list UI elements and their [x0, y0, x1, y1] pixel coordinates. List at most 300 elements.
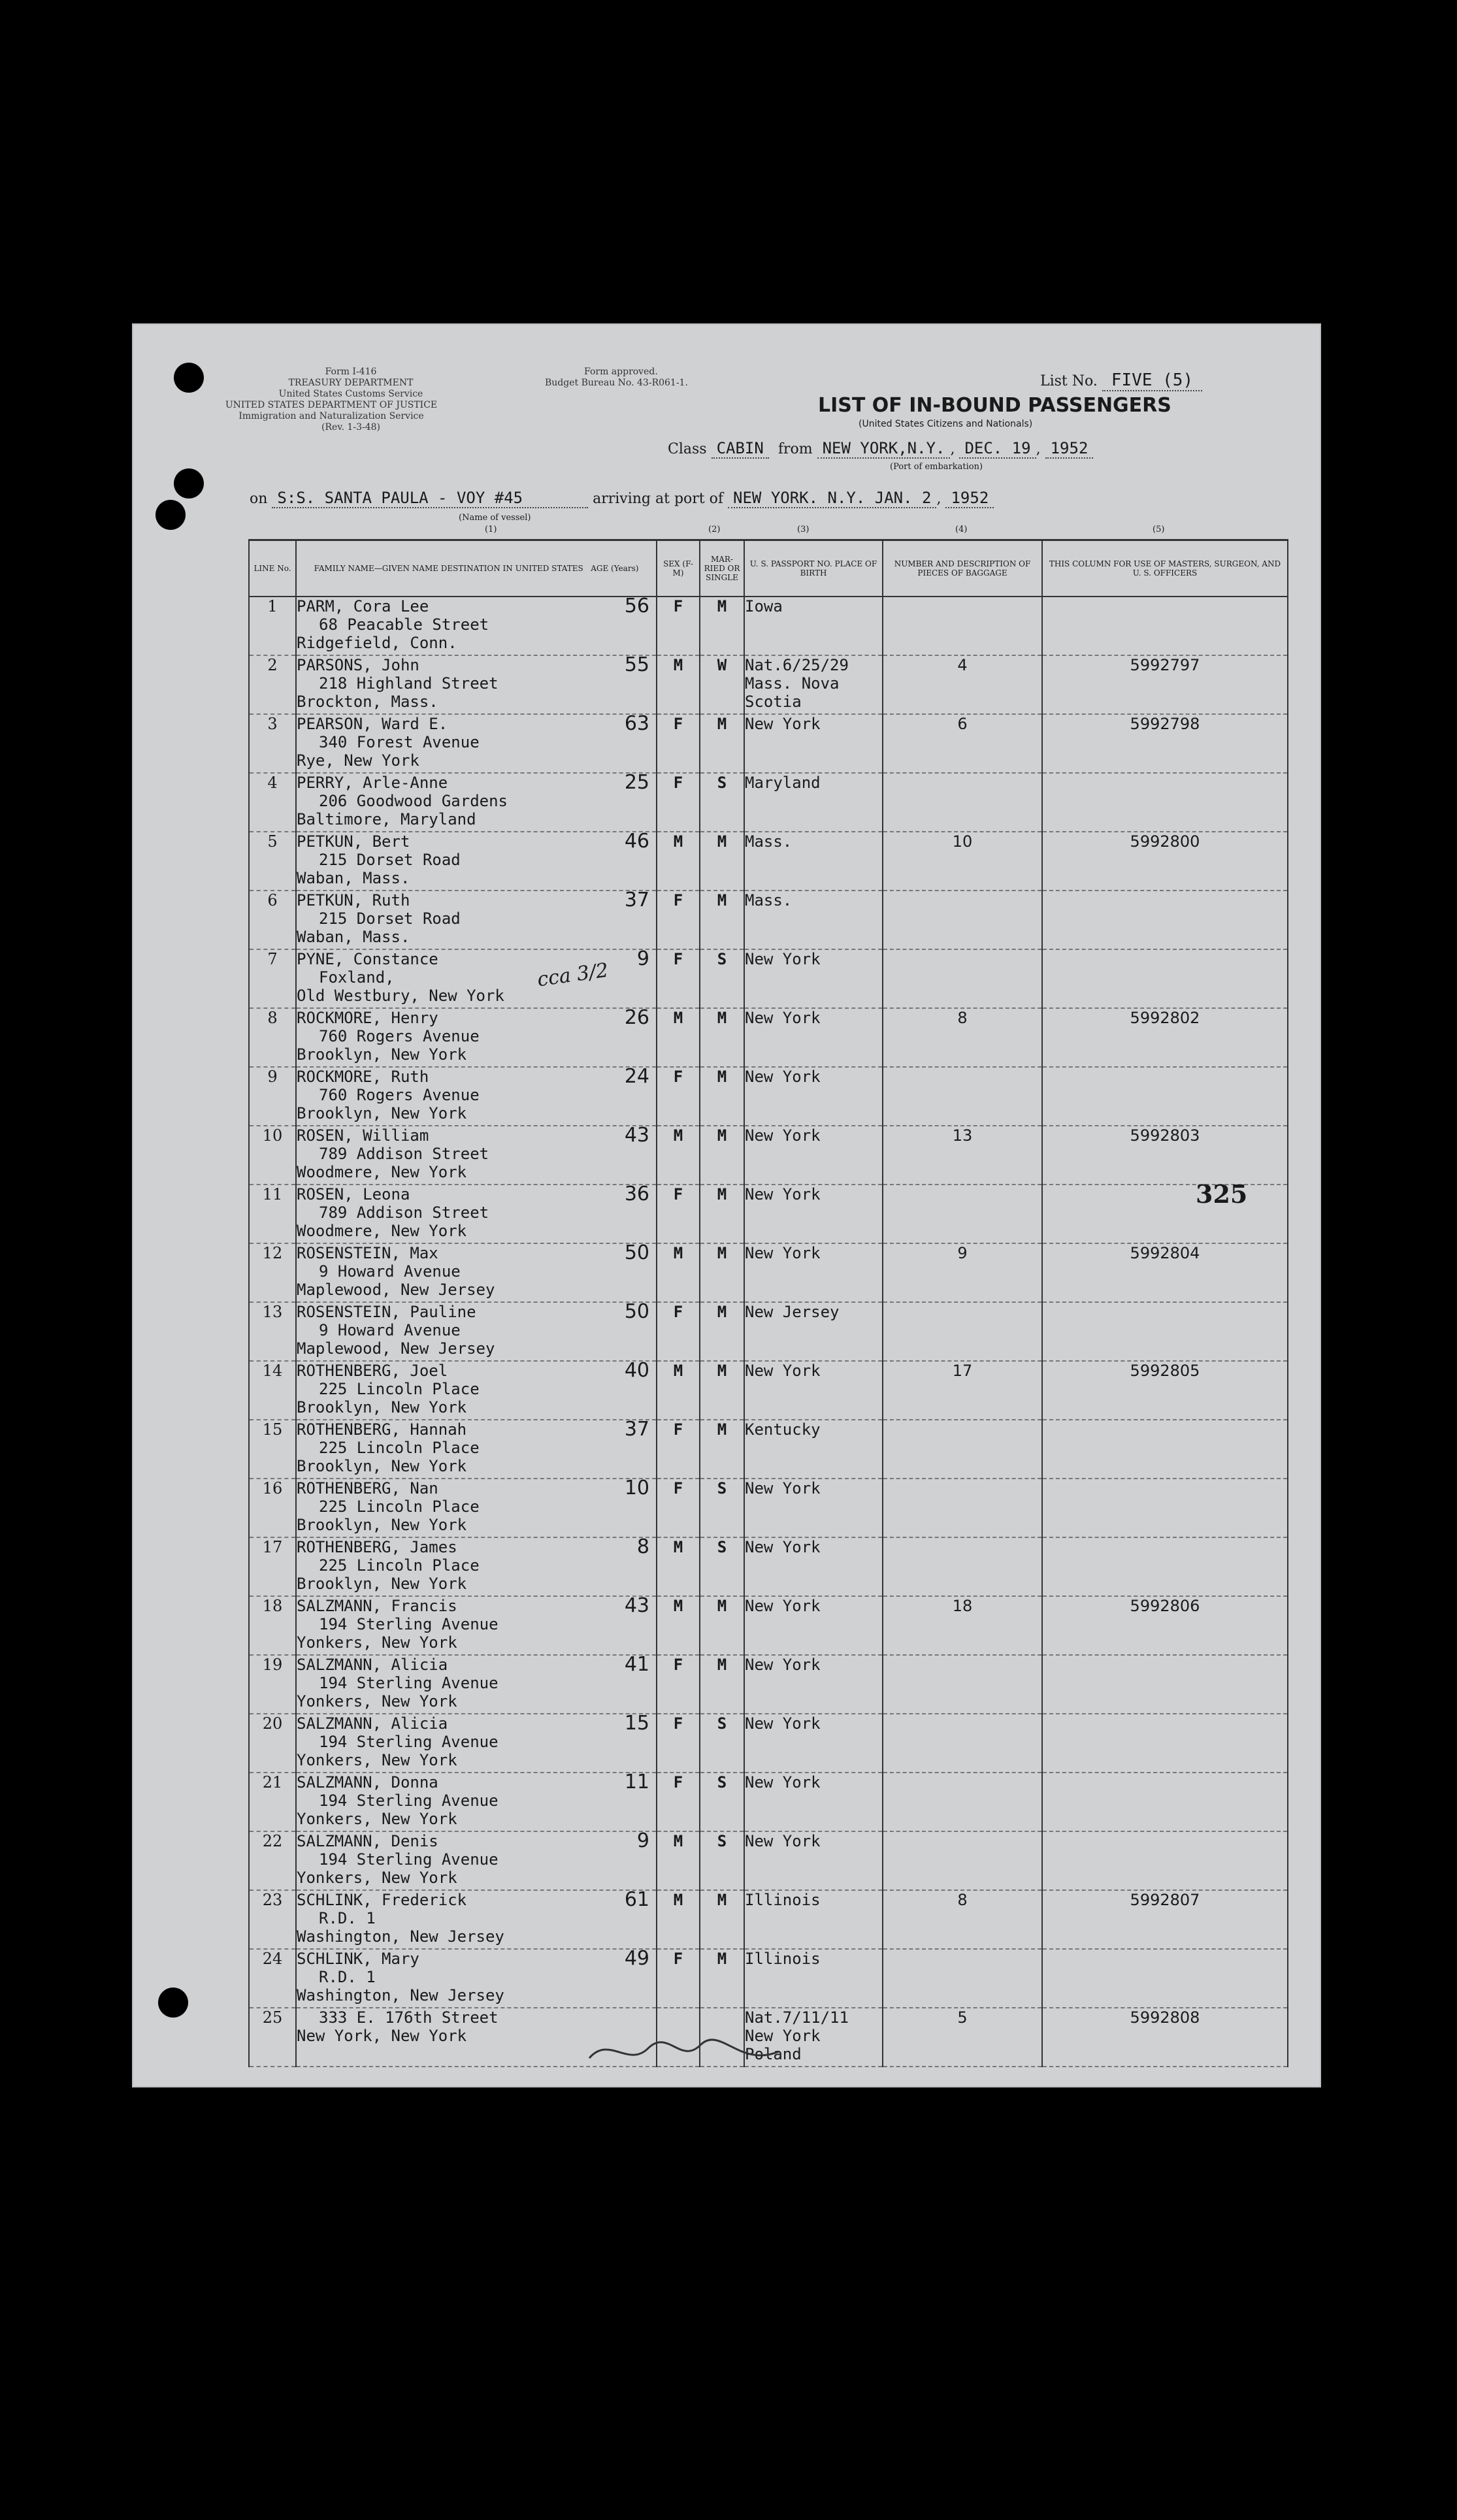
col-sex: SEX (F-M)	[657, 540, 700, 597]
sex: M	[657, 1831, 700, 1890]
address-line-1: 194 Sterling Avenue	[319, 1850, 499, 1869]
sex: F	[657, 1067, 700, 1126]
passenger-cell	[296, 1890, 657, 1949]
place-of-birth: New York	[744, 1655, 883, 1714]
passenger-name: ROTHENBERG, Hannah	[297, 1420, 467, 1439]
passenger-name: ROSENSTEIN, Max	[297, 1244, 438, 1262]
address-line-2: Maplewood, New Jersey	[297, 1281, 495, 1299]
age: 37	[624, 1418, 649, 1441]
table-row	[249, 832, 1288, 891]
embark-date: DEC. 19	[959, 439, 1036, 459]
passenger-cell	[296, 1596, 657, 1655]
passenger-name: PETKUN, Bert	[297, 832, 410, 851]
address-line-2: Brooklyn, New York	[297, 1457, 467, 1475]
signature	[583, 2029, 792, 2074]
baggage-count: 6	[883, 714, 1042, 773]
line-number: 24	[249, 1949, 296, 2008]
col-line: LINE No.	[249, 540, 296, 597]
address-line-2: Waban, Mass.	[297, 869, 410, 887]
line-number: 18	[249, 1596, 296, 1655]
sex: F	[657, 1479, 700, 1537]
passenger-name: SALZMANN, Denis	[297, 1832, 438, 1850]
col-name-label: FAMILY NAME—GIVEN NAME DESTINATION IN UNITED STATES	[314, 564, 583, 573]
on-label: on	[250, 491, 268, 507]
passenger-cell	[296, 1243, 657, 1302]
address-line-2: Woodmere, New York	[297, 1222, 467, 1240]
place-of-birth: Kentucky	[744, 1420, 883, 1479]
line-number: 22	[249, 1831, 296, 1890]
address-line-1: 9 Howard Avenue	[319, 1262, 461, 1281]
baggage-count: 5	[883, 2008, 1042, 2067]
table-row	[249, 1479, 1288, 1537]
address-line-1: Foxland,	[319, 968, 395, 987]
address-line-2: Brooklyn, New York	[297, 1516, 467, 1534]
budget-bureau: Budget Bureau No. 43-R061-1.	[545, 378, 688, 388]
col-age-label: AGE (Years)	[591, 564, 639, 573]
age: 50	[624, 1300, 649, 1323]
passenger-cell	[296, 714, 657, 773]
address-line-1: 9 Howard Avenue	[319, 1321, 461, 1339]
passenger-name: SCHLINK, Frederick	[297, 1891, 467, 1909]
passenger-cell	[296, 1302, 657, 1361]
address-line-1: 194 Sterling Avenue	[319, 1674, 499, 1692]
marital-status: M	[700, 1302, 744, 1361]
baggage-count: 17	[883, 1361, 1042, 1420]
baggage-count	[883, 1479, 1042, 1537]
table-row	[249, 1361, 1288, 1420]
passenger-name: PARSONS, John	[297, 656, 419, 674]
table-row	[249, 1067, 1288, 1126]
address-line-1: 68 Peacable Street	[319, 615, 489, 634]
line-number: 12	[249, 1243, 296, 1302]
officer-number: 5992800	[1042, 832, 1288, 891]
officer-number	[1042, 1714, 1288, 1773]
address-line-2: Washington, New Jersey	[297, 1986, 504, 2005]
marital-status: M	[700, 714, 744, 773]
address-line-2: Baltimore, Maryland	[297, 810, 476, 828]
punch-hole	[174, 363, 204, 393]
page-title: LIST OF IN-BOUND PASSENGERS	[818, 394, 1171, 417]
address-line-1: 215 Dorset Road	[319, 909, 461, 928]
ins-label: Immigration and Naturalization Service	[238, 411, 424, 421]
baggage-count	[883, 1537, 1042, 1596]
officer-number	[1042, 1420, 1288, 1479]
list-number	[1040, 370, 1202, 390]
officer-number: 5992802	[1042, 1008, 1288, 1067]
list-no-value: FIVE (5)	[1102, 370, 1202, 391]
passenger-cell	[296, 1185, 657, 1243]
age: 9	[636, 1829, 649, 1852]
sex: F	[657, 1420, 700, 1479]
age: 41	[624, 1653, 649, 1676]
sex: F	[657, 1655, 700, 1714]
passenger-cell	[296, 773, 657, 832]
place-of-birth: New York	[744, 1831, 883, 1890]
baggage-count	[883, 597, 1042, 655]
col-passport: U. S. PASSPORT NO. PLACE OF BIRTH	[744, 540, 883, 597]
table-row	[249, 891, 1288, 949]
address-line-1: 194 Sterling Avenue	[319, 1792, 499, 1810]
passenger-name: PYNE, Constance	[297, 950, 438, 968]
baggage-count	[883, 1773, 1042, 1831]
stamp-number: 325	[1196, 1179, 1248, 1209]
table-row	[249, 1655, 1288, 1714]
place-of-birth: Iowa	[744, 597, 883, 655]
passenger-name: ROTHENBERG, Nan	[297, 1479, 438, 1497]
table-row	[249, 655, 1288, 714]
table-row	[249, 1949, 1288, 2008]
age: 37	[624, 889, 649, 911]
line-number: 19	[249, 1655, 296, 1714]
passenger-table	[248, 539, 1288, 2067]
table-row	[249, 1714, 1288, 1773]
line-number: 7	[249, 949, 296, 1008]
age: 25	[624, 771, 649, 794]
col-num-2: (2)	[708, 525, 721, 534]
from-label: from	[778, 441, 813, 457]
place-of-birth: New York	[744, 1479, 883, 1537]
baggage-count	[883, 1067, 1042, 1126]
place-of-birth: New York	[744, 1126, 883, 1185]
passenger-name: ROCKMORE, Henry	[297, 1009, 438, 1027]
place-of-birth: New York	[744, 1596, 883, 1655]
line-number: 3	[249, 714, 296, 773]
arrival-year: 1952	[945, 489, 994, 508]
address-line-1: R.D. 1	[319, 1968, 376, 1986]
place-of-birth: Maryland	[744, 773, 883, 832]
passenger-name: PETKUN, Ruth	[297, 891, 410, 909]
baggage-count: 18	[883, 1596, 1042, 1655]
address-line-2: Old Westbury, New York	[297, 987, 504, 1005]
officer-number: 5992805	[1042, 1361, 1288, 1420]
baggage-count: 8	[883, 1890, 1042, 1949]
age: 15	[624, 1712, 649, 1735]
sex: M	[657, 1008, 700, 1067]
place-of-birth: New York	[744, 714, 883, 773]
passenger-name: PEARSON, Ward E.	[297, 715, 448, 733]
marital-status: M	[700, 1361, 744, 1420]
marital-status: M	[700, 1008, 744, 1067]
line-number: 5	[249, 832, 296, 891]
baggage-count	[883, 1185, 1042, 1243]
passenger-name: ROSENSTEIN, Pauline	[297, 1303, 476, 1321]
form-dept-block	[225, 367, 452, 433]
sex: M	[657, 832, 700, 891]
address-line-2: Brooklyn, New York	[297, 1104, 467, 1122]
passenger-cell	[296, 891, 657, 949]
address-line-2: Rye, New York	[297, 751, 419, 770]
col-married: MAR-RIED OR SINGLE	[700, 540, 744, 597]
pencil-note: cca 3/2	[536, 958, 610, 992]
line-number: 11	[249, 1185, 296, 1243]
table-row	[249, 1773, 1288, 1831]
officer-number	[1042, 1067, 1288, 1126]
place-of-birth: New Jersey	[744, 1302, 883, 1361]
line-number: 16	[249, 1479, 296, 1537]
line-number: 13	[249, 1302, 296, 1361]
address-line-1: 206 Goodwood Gardens	[319, 792, 508, 810]
sex: F	[657, 1949, 700, 2008]
table-header-row	[249, 540, 1288, 597]
passenger-cell	[296, 1949, 657, 2008]
passenger-name: ROTHENBERG, Joel	[297, 1362, 448, 1380]
passenger-cell	[296, 1831, 657, 1890]
baggage-count	[883, 1420, 1042, 1479]
address-line-2: Maplewood, New Jersey	[297, 1339, 495, 1358]
sex: M	[657, 1596, 700, 1655]
place-of-birth: Illinois	[744, 1949, 883, 2008]
sex: F	[657, 949, 700, 1008]
line-number: 2	[249, 655, 296, 714]
address-line-2: Yonkers, New York	[297, 1810, 457, 1828]
col-num-3: (3)	[797, 525, 810, 534]
col-officers: THIS COLUMN FOR USE OF MASTERS, SURGEON, AND U. S. OFFICERS	[1042, 540, 1288, 597]
officer-number	[1042, 773, 1288, 832]
place-of-birth: New York	[744, 1773, 883, 1831]
officer-number	[1042, 1773, 1288, 1831]
line-number: 20	[249, 1714, 296, 1773]
baggage-count: 13	[883, 1126, 1042, 1185]
place-of-birth: New York	[744, 1008, 883, 1067]
marital-status: W	[700, 655, 744, 714]
marital-status: M	[700, 597, 744, 655]
officer-number	[1042, 1537, 1288, 1596]
col-num-5: (5)	[1153, 525, 1165, 534]
doj-label: UNITED STATES DEPARTMENT OF JUSTICE	[225, 400, 438, 410]
baggage-count	[883, 773, 1042, 832]
embark-port: NEW YORK,N.Y.	[817, 439, 951, 459]
address-line-1: R.D. 1	[319, 1909, 376, 1927]
col-name-age	[296, 540, 657, 597]
place-of-birth: New York	[744, 1067, 883, 1126]
passenger-cell	[296, 832, 657, 891]
officer-number: 5992803	[1042, 1126, 1288, 1185]
sex: F	[657, 1714, 700, 1773]
address-line-1: 194 Sterling Avenue	[319, 1615, 499, 1633]
col-num-1: (1)	[485, 525, 497, 534]
table-row	[249, 1126, 1288, 1185]
address-line-1: 225 Lincoln Place	[319, 1497, 480, 1516]
sex: F	[657, 597, 700, 655]
officer-number: 5992804	[1042, 1243, 1288, 1302]
baggage-count	[883, 1714, 1042, 1773]
table-row	[249, 949, 1288, 1008]
punch-hole	[174, 468, 204, 499]
age: 40	[624, 1359, 649, 1382]
passenger-cell	[296, 597, 657, 655]
passenger-cell	[296, 1361, 657, 1420]
marital-status: S	[700, 1479, 744, 1537]
marital-status: S	[700, 1773, 744, 1831]
passenger-cell	[296, 1479, 657, 1537]
table-row	[249, 773, 1288, 832]
table-row	[249, 1890, 1288, 1949]
address-line-1: 333 E. 176th Street	[319, 2008, 499, 2027]
baggage-count	[883, 949, 1042, 1008]
address-line-2: Yonkers, New York	[297, 1633, 457, 1652]
customs-service: United States Customs Service	[278, 389, 423, 399]
passenger-name: PARM, Cora Lee	[297, 597, 429, 615]
treasury-dept: TREASURY DEPARTMENT	[288, 378, 414, 388]
address-line-2: Waban, Mass.	[297, 928, 410, 946]
baggage-count	[883, 1655, 1042, 1714]
passenger-name: SALZMANN, Alicia	[297, 1656, 448, 1674]
marital-status: M	[700, 1949, 744, 2008]
sex: F	[657, 1302, 700, 1361]
address-line-2: Washington, New Jersey	[297, 1927, 504, 1946]
passenger-name: ROCKMORE, Ruth	[297, 1068, 429, 1086]
officer-number	[1042, 1302, 1288, 1361]
age: 61	[624, 1888, 649, 1911]
sex: M	[657, 655, 700, 714]
line-number: 10	[249, 1126, 296, 1185]
age: 11	[624, 1771, 649, 1793]
officer-number	[1042, 1831, 1288, 1890]
age: 43	[624, 1594, 649, 1617]
passenger-cell	[296, 1655, 657, 1714]
marital-status: M	[700, 1890, 744, 1949]
baggage-count: 9	[883, 1243, 1042, 1302]
officer-number	[1042, 1655, 1288, 1714]
passenger-name: ROSEN, Leona	[297, 1185, 410, 1203]
passenger-cell	[296, 1420, 657, 1479]
col-baggage: NUMBER AND DESCRIPTION OF PIECES OF BAGGAGE	[883, 540, 1042, 597]
page-subtitle: (United States Citizens and Nationals)	[859, 419, 1033, 429]
address-line-2: Ridgefield, Conn.	[297, 634, 457, 652]
passenger-name: SALZMANN, Donna	[297, 1773, 438, 1792]
age: 8	[636, 1535, 649, 1558]
sex: F	[657, 891, 700, 949]
line-number: 23	[249, 1890, 296, 1949]
sex: F	[657, 1773, 700, 1831]
table-row	[249, 714, 1288, 773]
place-of-birth: Illinois	[744, 1890, 883, 1949]
age: 50	[624, 1241, 649, 1264]
table-row	[249, 1008, 1288, 1067]
marital-status: M	[700, 1185, 744, 1243]
place-of-birth: New York	[744, 1714, 883, 1773]
revision-label: (Rev. 1-3-48)	[321, 422, 380, 433]
table-row	[249, 1243, 1288, 1302]
address-line-1: 340 Forest Avenue	[319, 733, 480, 751]
address-line-2: Yonkers, New York	[297, 1692, 457, 1710]
officer-number	[1042, 891, 1288, 949]
marital-status: M	[700, 1655, 744, 1714]
age: 9	[636, 947, 649, 970]
line-number: 9	[249, 1067, 296, 1126]
line-number: 8	[249, 1008, 296, 1067]
table-row	[249, 597, 1288, 655]
address-line-2: Brooklyn, New York	[297, 1398, 467, 1416]
marital-status: S	[700, 1714, 744, 1773]
passenger-name: SALZMANN, Alicia	[297, 1714, 448, 1733]
address-line-2: Yonkers, New York	[297, 1751, 457, 1769]
address-line-2: Brooklyn, New York	[297, 1045, 467, 1064]
address-line-1: 218 Highland Street	[319, 674, 499, 693]
marital-status: S	[700, 949, 744, 1008]
table-row	[249, 1420, 1288, 1479]
address-line-1: 760 Rogers Avenue	[319, 1086, 480, 1104]
age: 24	[624, 1065, 649, 1088]
sex: M	[657, 1126, 700, 1185]
punch-hole	[158, 1988, 188, 2018]
baggage-count	[883, 1949, 1042, 2008]
table-row	[249, 1831, 1288, 1890]
passenger-cell	[296, 1008, 657, 1067]
marital-status: M	[700, 1067, 744, 1126]
officer-number: 5992798	[1042, 714, 1288, 773]
marital-status: M	[700, 891, 744, 949]
line-number: 1	[249, 597, 296, 655]
age: 49	[624, 1947, 649, 1970]
age: 55	[624, 653, 649, 676]
line-number: 15	[249, 1420, 296, 1479]
arriving-label: arriving at port of	[593, 491, 724, 507]
sex: M	[657, 1890, 700, 1949]
class-value: CABIN	[712, 439, 769, 459]
address-line-1: 225 Lincoln Place	[319, 1556, 480, 1575]
sex: F	[657, 773, 700, 832]
marital-status: S	[700, 773, 744, 832]
vessel-name: S:S. SANTA PAULA - VOY #45	[272, 489, 588, 508]
place-of-birth: Nat.7/11/11 New York Poland	[744, 2008, 883, 2067]
baggage-count	[883, 1831, 1042, 1890]
passenger-cell	[296, 1537, 657, 1596]
address-line-2: Brooklyn, New York	[297, 1575, 467, 1593]
embark-year: 1952	[1045, 439, 1094, 459]
marital-status: S	[700, 1831, 744, 1890]
passenger-cell	[296, 1773, 657, 1831]
baggage-count	[883, 1302, 1042, 1361]
passenger-cell	[296, 1126, 657, 1185]
address-line-2: Brockton, Mass.	[297, 693, 438, 711]
form-approved: Form approved.	[584, 367, 658, 377]
marital-status: M	[700, 1243, 744, 1302]
officer-number: 5992808	[1042, 2008, 1288, 2067]
address-line-2: New York, New York	[297, 2027, 467, 2045]
manifest-page	[132, 323, 1321, 2087]
class-from-line: Class CABIN from NEW YORK,N.Y. , DEC. 19 , 1952	[668, 439, 1093, 457]
age: 56	[624, 595, 649, 617]
sex: M	[657, 1243, 700, 1302]
table-row	[249, 1302, 1288, 1361]
officer-number	[1042, 1479, 1288, 1537]
sex: F	[657, 714, 700, 773]
sex: M	[657, 1361, 700, 1420]
address-line-1: 760 Rogers Avenue	[319, 1027, 480, 1045]
passenger-name: ROTHENBERG, James	[297, 1538, 457, 1556]
baggage-count: 8	[883, 1008, 1042, 1067]
place-of-birth: New York	[744, 949, 883, 1008]
budget-block	[545, 367, 688, 389]
baggage-count: 10	[883, 832, 1042, 891]
marital-status: M	[700, 832, 744, 891]
age: 36	[624, 1183, 649, 1205]
punch-hole	[156, 500, 186, 530]
line-number: 21	[249, 1773, 296, 1831]
baggage-count: 4	[883, 655, 1042, 714]
list-no-label: List No.	[1040, 373, 1098, 389]
officer-number: 5992806	[1042, 1596, 1288, 1655]
officer-number: 5992797	[1042, 655, 1288, 714]
line-number: 25	[249, 2008, 296, 2067]
officer-number: 5992807	[1042, 1890, 1288, 1949]
age: 26	[624, 1006, 649, 1029]
col-num-4: (4)	[955, 525, 968, 534]
passenger-cell	[296, 1067, 657, 1126]
passenger-name: PERRY, Arle-Anne	[297, 774, 448, 792]
form-number: Form I-416	[325, 367, 377, 377]
